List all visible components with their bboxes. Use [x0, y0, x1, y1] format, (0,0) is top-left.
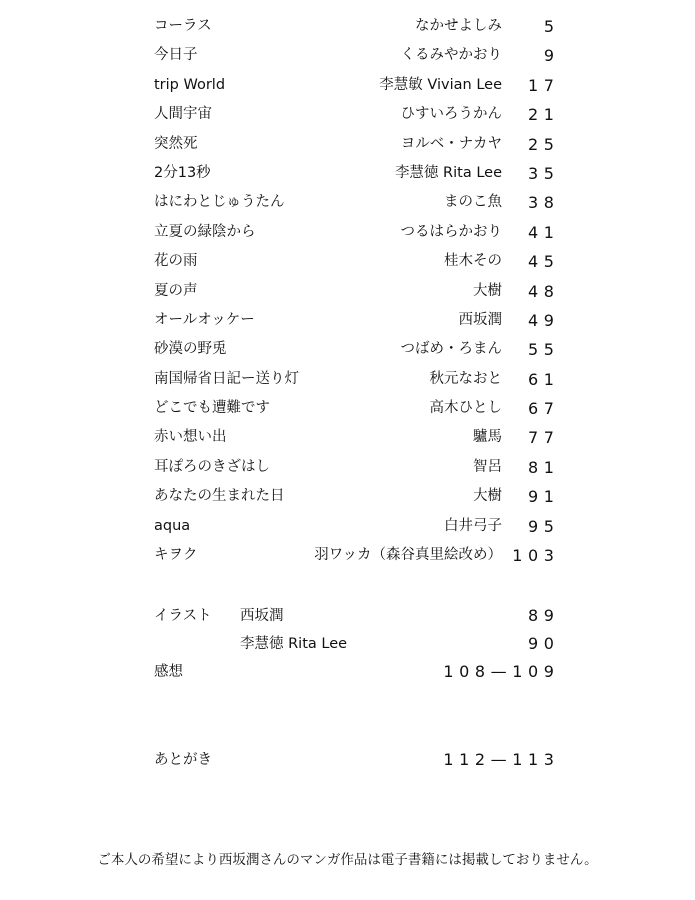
toc-page: 55	[528, 340, 560, 360]
toc-page: 38	[528, 193, 560, 213]
toc-entry	[150, 541, 560, 570]
toc-page: 41	[528, 222, 560, 242]
toc-title: 砂漠の野兎	[154, 341, 227, 358]
toc-entry	[150, 453, 560, 482]
toc-entry	[150, 41, 560, 70]
toc-entry	[150, 512, 560, 541]
toc-entry	[150, 188, 560, 217]
table-of-contents	[150, 12, 560, 570]
illustration-entry	[150, 602, 560, 630]
toc-author: 白井弓子	[444, 517, 502, 534]
toc-page: 25	[528, 134, 560, 154]
toc-page: 35	[528, 163, 560, 183]
illustration-artist: 西坂潤	[240, 608, 284, 624]
afterword-pages: 112—113	[443, 750, 560, 769]
toc-page: 5	[543, 17, 560, 36]
toc-author: くるみやかおり	[400, 47, 502, 64]
illustration-page: 90	[528, 634, 560, 653]
toc-page: 77	[528, 428, 560, 448]
toc-author: 西坂潤	[458, 311, 502, 328]
toc-page: 91	[528, 487, 560, 507]
afterword-label: あとがき	[154, 752, 212, 768]
toc-title: 夏の声	[154, 282, 198, 299]
toc-entry	[150, 130, 560, 159]
toc-entry	[150, 218, 560, 247]
toc-title: どこでも遭難です	[154, 400, 270, 417]
illustration-label: イラスト	[154, 608, 212, 624]
impressions-pages: 108—109	[443, 662, 560, 681]
toc-page: 67	[528, 399, 560, 419]
illustration-page: 89	[528, 606, 560, 625]
toc-author: 李慧敏 Vivian Lee	[379, 76, 502, 93]
afterword-entry	[150, 746, 560, 774]
toc-page: 61	[528, 369, 560, 389]
toc-title: 耳ぽろのきざはし	[154, 458, 270, 475]
toc-author: 秋元なおと	[429, 370, 502, 387]
toc-page: 103	[512, 546, 560, 566]
illustration-entry	[150, 630, 560, 658]
toc-entry	[150, 100, 560, 129]
toc-title: aqua	[154, 517, 191, 534]
toc-page: 9	[543, 46, 560, 66]
toc-title: コーラス	[154, 18, 212, 34]
toc-entry	[150, 12, 560, 41]
footer-note: ご本人の希望により西坂潤さんのマンガ作品は電子書籍には掲載しておりません。	[97, 852, 598, 868]
toc-author: 大樹	[473, 282, 502, 299]
toc-author: ヨルベ・ナカヤ	[400, 135, 502, 152]
toc-author: 高木ひとし	[429, 400, 502, 417]
toc-entry	[150, 365, 560, 394]
impressions-entry	[150, 658, 560, 686]
toc-entry	[150, 247, 560, 276]
impressions-label: 感想	[154, 664, 183, 680]
toc-author: 羽ワッカ（森谷真里絵改め）	[314, 547, 502, 564]
toc-title: 南国帰省日記ー送り灯	[154, 370, 299, 387]
toc-title: はにわとじゅうたん	[154, 194, 285, 211]
toc-entry	[150, 335, 560, 364]
toc-title: 立夏の緑陰から	[154, 223, 256, 240]
illustration-artist: 李慧徳 Rita Lee	[240, 636, 348, 652]
toc-title: オールオッケー	[154, 311, 255, 328]
toc-entry	[150, 482, 560, 511]
toc-title: 花の雨	[154, 253, 198, 270]
toc-page: 81	[528, 457, 560, 477]
toc-title: 赤い想い出	[154, 429, 227, 446]
toc-title: 突然死	[154, 135, 198, 152]
toc-title: キヲク	[154, 547, 198, 564]
toc-author: 桂木その	[444, 253, 502, 270]
toc-author: まのこ魚	[444, 194, 502, 211]
toc-title: trip World	[154, 76, 226, 93]
toc-author: つるはらかおり	[400, 223, 502, 240]
toc-title: 2分13秒	[154, 164, 211, 181]
toc-author: なかせよしみ	[415, 18, 502, 34]
toc-title: 人間宇宙	[154, 106, 212, 123]
toc-page: 45	[528, 252, 560, 272]
toc-title: あなたの生まれた日	[154, 488, 285, 505]
toc-page: 49	[528, 310, 560, 330]
toc-page: 21	[528, 105, 560, 125]
toc-author: 大樹	[473, 488, 502, 505]
toc-entry	[150, 71, 560, 100]
toc-author: 智呂	[473, 458, 502, 475]
toc-author: ひすいろうかん	[400, 106, 502, 123]
toc-title: 今日子	[154, 47, 198, 64]
toc-entry	[150, 394, 560, 423]
toc-entry	[150, 306, 560, 335]
toc-page: 17	[528, 75, 560, 95]
toc-author: つばめ・ろまん	[400, 341, 502, 358]
toc-author: 驢馬	[473, 429, 502, 446]
toc-author: 李慧徳 Rita Lee	[394, 164, 502, 181]
toc-page: 48	[528, 281, 560, 301]
toc-entry	[150, 423, 560, 452]
toc-page: 95	[528, 516, 560, 536]
toc-entry	[150, 277, 560, 306]
toc-entry	[150, 159, 560, 188]
